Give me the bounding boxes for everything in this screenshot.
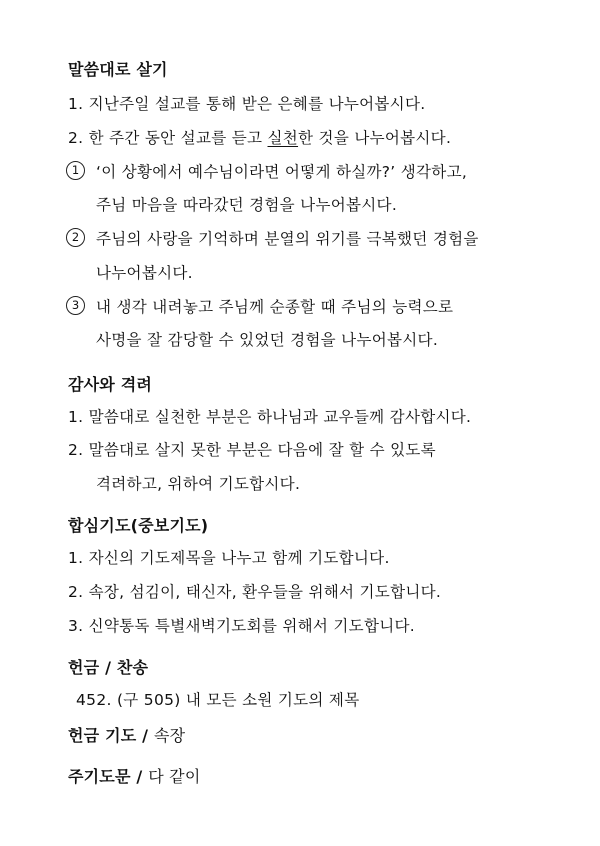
list-item: 1. 지난주일 설교를 통해 받은 은혜를 나누어봅시다. xyxy=(68,95,426,113)
underlined-word: 실천 xyxy=(267,129,299,147)
item-text-post: 한 것을 나누어봅시다. xyxy=(298,129,452,147)
offering-prayer-line xyxy=(68,723,185,746)
list-item-continuation: 격려하고, 위하여 기도합시다. xyxy=(96,475,301,493)
list-item: 2. 말씀대로 살지 못한 부분은 다음에 잘 할 수 있도록 xyxy=(68,441,436,459)
item-number: 2. xyxy=(68,129,84,147)
list-item: 1. 자신의 기도제목을 나누고 함께 기도합니다. xyxy=(68,549,390,567)
lords-prayer-line xyxy=(68,764,201,787)
list-item: 3. 신약통독 특별새벽기도회를 위해서 기도합니다. xyxy=(68,617,415,635)
sub-item-line: 사명을 잘 감당할 수 있었던 경험을 나누어봅시다. xyxy=(96,331,439,349)
circled-number-marker: 1 xyxy=(66,161,85,180)
sub-item-line: 주님의 사랑을 기억하며 분열의 위기를 극복했던 경험을 xyxy=(96,230,479,248)
circled-number-marker: 2 xyxy=(66,228,85,247)
lords-prayer-value: 다 같이 xyxy=(148,767,201,786)
section-title-prayer: 합심기도(중보기도) xyxy=(68,516,209,535)
offering-prayer-label: 헌금 기도 / xyxy=(68,726,149,745)
sub-item-line: ‘이 상황에서 예수님이라면 어떻게 하실까?’ 생각하고, xyxy=(96,163,468,181)
sub-item-line: 주님 마음을 따라갔던 경험을 나누어봅시다. xyxy=(96,196,398,214)
section-title-thanks: 감사와 격려 xyxy=(68,375,153,394)
item-text-pre: 한 주간 동안 설교를 듣고 xyxy=(88,129,263,147)
offering-prayer-value: 속장 xyxy=(154,726,186,745)
hymn-line: 452. (구 505) 내 모든 소원 기도의 제목 xyxy=(76,691,360,709)
lords-prayer-label: 주기도문 / xyxy=(68,767,143,786)
sub-item-line: 내 생각 내려놓고 주님께 순종할 때 주님의 능력으로 xyxy=(96,298,454,316)
section-title-offering: 헌금 / 찬송 xyxy=(68,658,149,677)
section-title-live-by-word: 말씀대로 살기 xyxy=(68,60,168,79)
sub-item-line: 나누어봅시다. xyxy=(96,264,193,282)
circled-number-marker: 3 xyxy=(66,296,85,315)
list-item: 2. 속장, 섬김이, 태신자, 환우들을 위해서 기도합니다. xyxy=(68,583,442,601)
list-item: 1. 말씀대로 실천한 부분은 하나님과 교우들께 감사합시다. xyxy=(68,408,472,426)
list-item xyxy=(68,126,451,148)
